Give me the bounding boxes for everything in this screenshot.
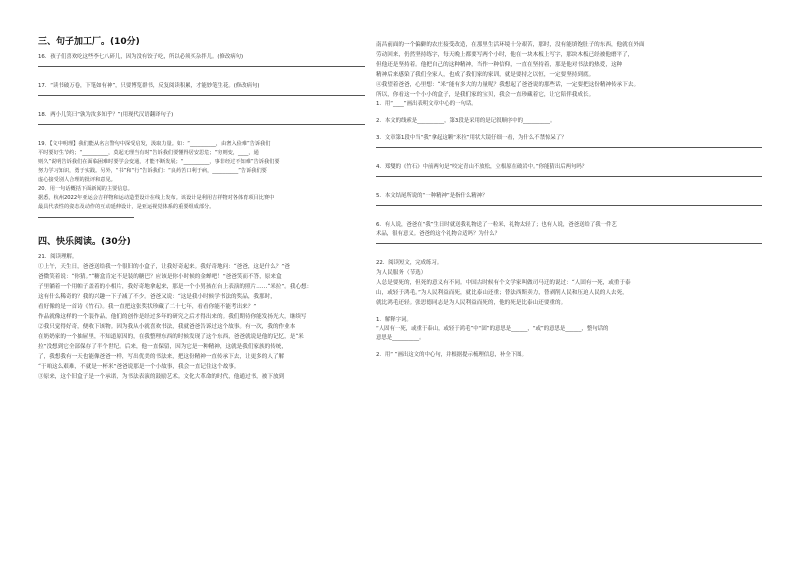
reading-passage-continued bbox=[376, 40, 762, 100]
text-2-question-1-line: “人固有一死，或重于泰山，或轻于鸿毛”中“固”的意思是______，“或”的意思是______，整句话的 bbox=[376, 326, 609, 332]
passage-line: 了，我想我有一天也能像爸爸一样，写出优美的书法来，把这份精神一直传承下去，让更多的人了解 bbox=[38, 354, 285, 360]
answer-line[interactable] bbox=[376, 175, 762, 177]
passage-line: 精神后来感染了我们全家人，也成了我们家的家训，就是要持之以恒，一定要坚持到底。 bbox=[376, 72, 595, 78]
question-20-line: 据悉，杭州2022年亚运会吉祥物和运动造型设计在线上发布。该设计是利用吉祥物对各体育项目比赛中 bbox=[38, 195, 275, 201]
question-19-line: 努力学习知识，勇于实践。另外，“书”和“行”告诉我们：“良药苦口利于病，__________”告诉我们要 bbox=[38, 168, 267, 174]
passage-line: 在奶奶家的一个抽屉里，不知道原因的，在我整理东西的时候发现了这个东西，爸爸就说是他的记忆，是“米 bbox=[38, 334, 304, 340]
reading-question-1: 1．用“____”画出表明文章中心的一句话。 bbox=[376, 101, 477, 107]
passage-line: 南昌前面的一个偏僻的农庄接受改造，在那里生活环境十分艰苦，那时，没有能填饱肚子的东西，他就在外面 bbox=[376, 42, 645, 48]
right-column bbox=[376, 40, 762, 360]
reading-question-5: 5．本文结尾所说的“一种精神”是指什么精神？ bbox=[376, 193, 488, 199]
passage-line: “于咱这么艰难，不就是一杯米”爸爸说那是一个小故事，我会一直记住这个故事。 bbox=[38, 364, 240, 370]
text-2 bbox=[376, 268, 762, 308]
passage-line: ③原来，这个旧盒子是一个承诺，为书法表演的鼓励艺术。文化大革命的时代，他通过书，被下放到 bbox=[38, 374, 285, 380]
passage-line: 作品就像这样的一个装作品，他们的创作是经过多年的研究之后才得出来的。我们期待你能发扬光大，继续写 bbox=[38, 314, 307, 320]
question-19-line: 平时要好生节约；“__________，莫起无理当有时”告诉我们要懂得居安思危；“穷则变，____，通 bbox=[38, 150, 259, 156]
answer-line[interactable] bbox=[376, 146, 762, 148]
text-2-line: 就比鸿毛还轻。张思德同志是为人民利益而死的，他的死是比泰山还要重的。 bbox=[376, 300, 567, 306]
section-4-title: 四、快乐阅读。(30分) bbox=[38, 237, 131, 247]
question-16: 16．孩子们喜欢吃这些李七八碎儿，因为没有饺子吃，所以必须买杂拌儿。(修改病句) bbox=[38, 54, 244, 60]
passage-line: 爸微笑着说：“你猜。”“糖盒肯定不是装的糖巴？应该是你小时候的金蝉吧！”爸爸笑而不答，原来盒 bbox=[38, 274, 282, 280]
question-19-line: 虚心接受别人合理的批评和意见。 bbox=[38, 177, 116, 183]
text-2-question-2: 2．用“ ”画出这文的中心句，并根据提示梳理信息，补全下图。 bbox=[376, 352, 527, 358]
answer-line[interactable] bbox=[38, 65, 365, 67]
text-2-line: 人总是要死的，但死的意义有不同。中国古时候有个文学家叫做司马迁的说过：“人固有一死，或重于泰 bbox=[376, 280, 631, 286]
text-2-question-1-line: 意思是__________。 bbox=[376, 335, 425, 341]
reading-question-6: 6．有人说，爸爸在“我”生日时就送我礼物送了一粒米，礼物太轻了；也有人说，爸爸送给了我一件艺 bbox=[376, 222, 617, 228]
answer-line[interactable] bbox=[376, 242, 762, 244]
reading-question-6: 术品，很有意义。爸爸的这个礼物合适吗？为什么？ bbox=[376, 231, 500, 237]
text-2-line: 山，或轻于鸿毛。”为人民利益而死，就比泰山还重；替法西斯卖力，替剥削人民和压迫人民的人去死， bbox=[376, 290, 628, 296]
reading-question-4: 4．郑燮的《竹石》中前两句是“咬定青山不放松，立根原在破岩中。”你能猜出后两句吗？ bbox=[376, 164, 588, 170]
answer-line[interactable] bbox=[376, 204, 762, 206]
reading-question-2: 2．本文的线索是__________，第3段是采用的是记叙顺序中的__________。 bbox=[376, 118, 556, 124]
passage-line: ②我只觉得好奇，便收下该物。因为我从小就喜欢书法，我就爸爸告诉过这个故事。有一次，我的作业本 bbox=[38, 324, 296, 330]
answer-line[interactable] bbox=[38, 216, 134, 218]
question-19-line: 19．【文中明理】我们能从名言警句中深受启发，汲取力量。如：“__________，由奢入俭难”告诉我们 bbox=[38, 141, 271, 147]
left-column bbox=[38, 34, 365, 382]
answer-line[interactable] bbox=[38, 94, 365, 96]
passage-line: ①上午，天生日，爸爸送给我一个很旧的小盒子，让我好奇起来。我好奇地问：“爸爸，这是什么？”爸 bbox=[38, 264, 290, 270]
passage-line: 看好像的是一首诗《竹石》。我一直把这张奖状珍藏了二十七年，看看你能不能考出来？” bbox=[38, 304, 257, 310]
question-20-line: 最具代表性的姿态及动作的互动延伸设计，是亚运视觉体系的重要组成部分。 bbox=[38, 204, 215, 210]
text-2-title: 为人民服务（节选） bbox=[376, 270, 427, 276]
answer-line[interactable] bbox=[38, 123, 365, 125]
passage-line: 拉”没想到它全部保存了半个世纪。后来，他一直保留，因为它是一种精神，这就是我们家族的传统， bbox=[38, 344, 287, 350]
text-2-question-1: 1．解释字词。 bbox=[376, 317, 412, 323]
passage-line: ④我望着爸爸，心里想：“米”能有多大的力量呢？我想起了爸爸说的那些话，一定要把这份精神传承下去。 bbox=[376, 82, 640, 88]
section-3-title: 三、句子加工厂。(10分) bbox=[38, 37, 140, 47]
question-21: 21．阅读理解。 bbox=[38, 254, 78, 260]
question-19-line: 则久”说明告诉我们在面临困难时要学会变通，才能不断发展；“__________，事非经过不知难”告诉我们要 bbox=[38, 159, 280, 165]
passage-line: 劳动回来，仍然坚持练字，每天晚上都要写两个小时，他在一块木板上写字，那块木板已经被他磨平了， bbox=[376, 52, 634, 58]
question-17: 17．“读书破万卷，下笔如有神”，只要博览群书，反复阅读积累，才能妙笔生花。(修改病句) bbox=[38, 83, 260, 89]
passage-line: 子里躺着一个用帕子盖着的小相片，我好奇地拿起来，那是一个小男孩在台上表演的照片……“米拉”。我心想： bbox=[38, 284, 313, 290]
reading-passage bbox=[38, 262, 365, 382]
question-18: 18．两小儿笑曰“孰为汝多知乎？”(用现代汉语翻译句子) bbox=[38, 112, 174, 118]
passage-line: 所以，你看这一个小小的盒子，是我们家的宝贝，我会一直珍藏着它，让它陪伴我成长。 bbox=[376, 92, 595, 98]
passage-line: 这有什么稀奇的？我的兴趣一下子减了不少。爸爸又说：“这是我小时候学书法的奖品，我那时， bbox=[38, 294, 276, 300]
question-20-line: 20．用一句话概括下面新闻的主要信息。 bbox=[38, 186, 133, 192]
question-22: 22．阅读短文，完成练习。 bbox=[376, 260, 443, 266]
reading-question-3: 3．文章第1段中当“我”拿起这颗“米拉”用状大镜仔细一看，为什么不禁惊呆了？ bbox=[376, 135, 567, 141]
passage-line: 但他还是坚持着。他把自己的这种精神，当作一种信仰，一直在坚持着，那是他对书法的热爱，这种 bbox=[376, 62, 623, 68]
